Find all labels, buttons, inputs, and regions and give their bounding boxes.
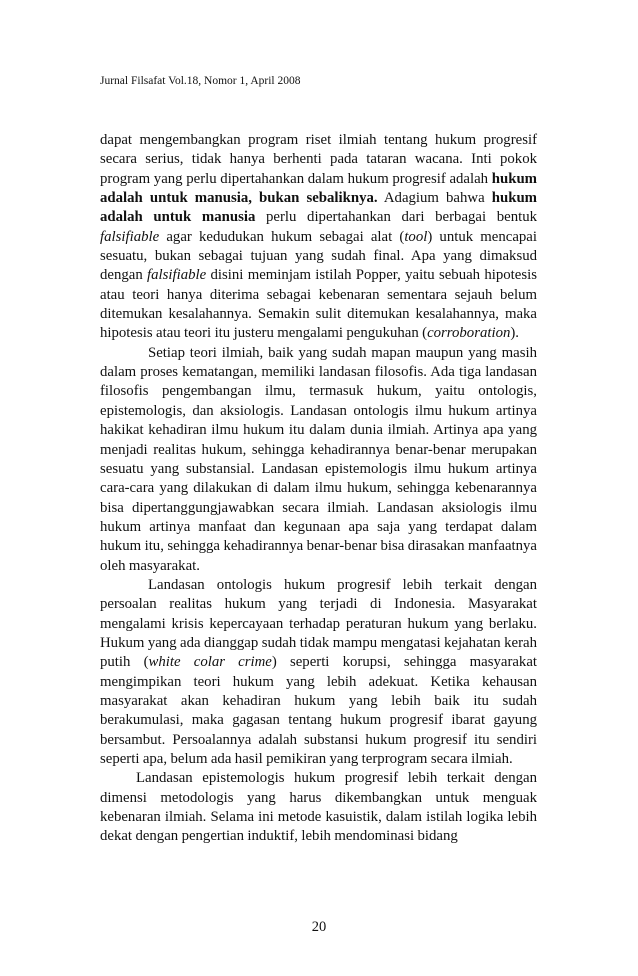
paragraph xyxy=(100,131,537,344)
italic-text: falsifiable xyxy=(100,228,160,245)
text-run: dapat mengembangkan program riset ilmiah tentang hukum progresif secara serius, tidak hanya berhenti pada tataran wacana. Inti pokok program yang perlu dipertahankan dalam hukum progresif adalah xyxy=(100,132,537,187)
journal-header: Jurnal Filsafat Vol.18, Nomor 1, April 2008 xyxy=(100,75,301,87)
text-run: ) untuk mencapai sesuatu, bukan sebagai tujuan yang sudah final. Apa yang dimaksud dengan xyxy=(100,228,537,284)
text-run: disini meminjam istilah Popper, yaitu sebuah hipotesis atau teori hanya diterima sebagai kebenaran sementara sejauh belum ditemukan kesalahannya. Semakin sulit ditemukan kesalahannya, maka hipotesis atau teori itu justeru mengalami pengukuhan ( xyxy=(100,267,537,342)
italic-text: falsifiable xyxy=(147,267,207,284)
text-run: Adagium bahwa xyxy=(377,190,492,207)
paragraph xyxy=(100,769,537,846)
bold-text: hukum adalah untuk manusia, bukan sebaliknya. xyxy=(100,170,537,207)
text-run: Setiap teori ilmiah, baik yang sudah mapan maupun yang masih dalam proses kematangan, memiliki landasan filosofis. Ada tiga landasan filosofis pengembangan ilmu, termasuk hukum, yaitu ontologis, epistemologis, dan aksiologis. Landasan ontologis ilmu hukum artinya hakikat kehadiran ilmu hukum itu dalam dunia ilmiah. Artinya apa yang menjadi realitas hukum, sehingga kehadirannya benar-benar merupakan sesuatu yang substansial. Landasan epistemologis ilmu hukum artinya cara-cara yang dilakukan di dalam ilmu hukum, sehingga kebenarannya bisa dipertanggungjawabkan secara ilmiah. Landasan aksiologis ilmu hukum artinya manfaat dan kegunaan apa saja yang terdapat dalam hukum itu, sehingga kehadirannya benar-benar bisa dirasakan manfaatnya oleh masyarakat. xyxy=(100,344,537,574)
text-run: ) seperti korupsi, sehingga masyarakat mengimpikan teori hukum yang lebih adekuat. Ketika kehausan masyarakat akan kehadiran hukum yang lebih baik itu sudah berakumulasi, maka gagasan tentang hukum progresif ibarat gayung bersambut. Persoalannya adalah substansi hukum progresif itu sendiri seperti apa, belum ada hasil pemikiran yang terprogram secara ilmiah. xyxy=(100,654,538,767)
paragraph xyxy=(100,344,537,576)
text-run: perlu dipertahankan dari berbagai bentuk xyxy=(255,209,537,226)
article-body xyxy=(100,131,537,847)
text-run: ). xyxy=(510,325,520,342)
italic-text: tool xyxy=(404,228,428,245)
italic-text: white colar crime xyxy=(148,654,272,671)
text-run: Landasan ontologis hukum progresif lebih terkait dengan persoalan realitas hukum yang terjadi di Indonesia. Masyarakat mengalami krisis kepercayaan terhadap peraturan hukum yang berlaku. Hukum yang ada dianggap sudah tidak mampu mengatasi kejahatan kerah putih ( xyxy=(100,576,537,671)
text-run: agar kedudukan hukum sebagai alat ( xyxy=(159,228,405,245)
bold-text: hukum adalah untuk manusia xyxy=(100,190,537,226)
paragraph xyxy=(100,576,537,769)
italic-text: corroboration xyxy=(427,325,511,342)
page-number: 20 xyxy=(311,919,327,935)
text-run: Landasan epistemologis hukum progresif lebih terkait dengan dimensi metodologis yang harus dikembangkan untuk menguak kebenaran ilmiah. Selama ini metode kasuistik, dalam istilah logika lebih dekat dengan pengertian induktif, lebih mendominasi bidang xyxy=(100,770,537,845)
